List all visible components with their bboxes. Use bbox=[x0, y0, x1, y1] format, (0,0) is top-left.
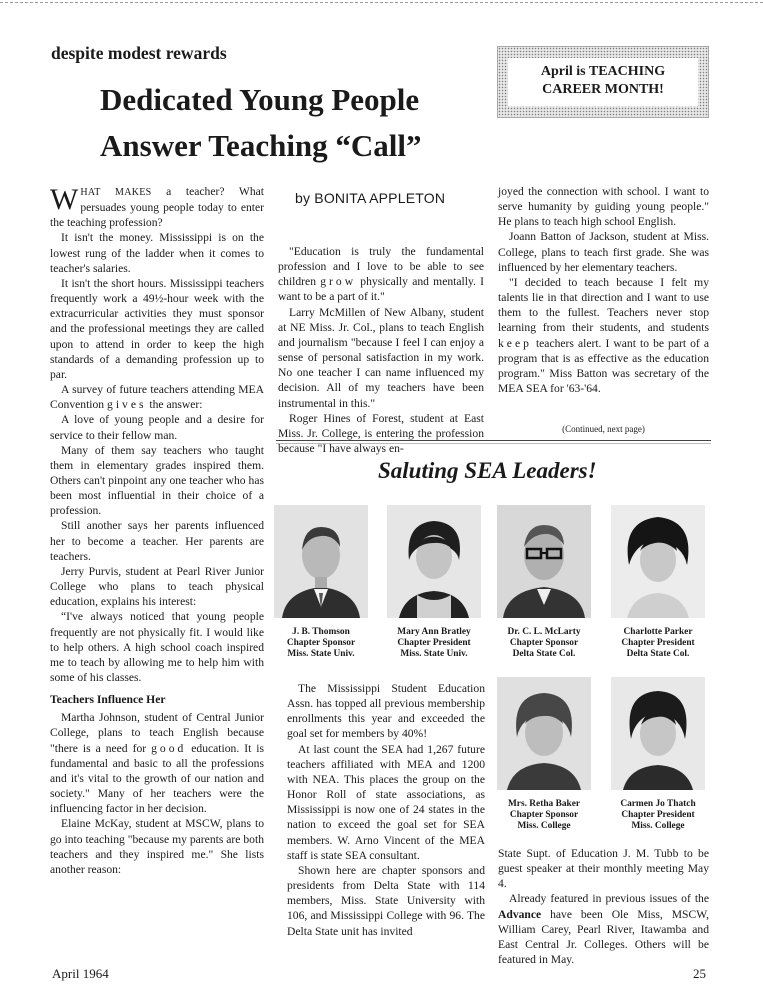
boxout-line-1: April is TEACHING bbox=[540, 64, 666, 79]
paragraph: Elaine McKay, student at MSCW, plans to go into teaching "because my parents are both teachers and they inspired me." She lists another reason: bbox=[50, 817, 264, 876]
paragraph bbox=[50, 382, 264, 412]
caption-role: Chapter Sponsor bbox=[509, 638, 579, 648]
section-divider bbox=[276, 440, 711, 441]
caption-role: Chapter President bbox=[621, 638, 695, 648]
caption-school: Miss. State Univ. bbox=[287, 649, 355, 659]
paragraph bbox=[498, 275, 709, 396]
caption-name: Charlotte Parker bbox=[623, 627, 693, 637]
portrait-woman-icon bbox=[497, 677, 591, 790]
caption-school: Miss. College bbox=[517, 821, 571, 831]
paragraph bbox=[50, 184, 264, 230]
portrait-photo bbox=[611, 505, 705, 618]
paragraph: State Supt. of Education J. M. Tubb to be guest speaker at their monthly meeting May 4. bbox=[498, 847, 709, 891]
caption-name: Mrs. Retha Baker bbox=[507, 799, 581, 809]
text: keep bbox=[498, 336, 532, 350]
publication-name: Advance bbox=[498, 907, 542, 921]
paragraph: At last count the SEA had 1,267 future teachers affiliated with MEA and 1200 with NEA. This places the group on the Honor Roll of state associations, as Mississippi is now one of 24 states in the nation to exceed the goal set for SEA members. W. Arno Vincent of the MEA staff is state SEA consultant. bbox=[287, 742, 485, 862]
caption-role: Chapter President bbox=[397, 638, 471, 648]
portrait-photo bbox=[274, 505, 368, 618]
caption-role: Chapter President bbox=[621, 810, 695, 820]
caption-role: Chapter Sponsor bbox=[286, 638, 356, 648]
paragraph: A love of young people and a desire for service to their fellow man. bbox=[50, 413, 264, 442]
text: have been Ole Miss, MSCW, William Carey, Pearl River, Itawamba and East Central Jr. Colleges. Others will be featured in May. bbox=[498, 907, 709, 967]
paragraph: Larry McMillen of New Albany, student at NE Miss. Jr. Col., plans to teach English and journalism "because I feel I can enjoy a sense of personal satisfaction in my work. No one teacher I can name influenced my decision. All of my teachers have been instrumental in this." bbox=[278, 305, 484, 410]
continued-note: (Continued, next page) bbox=[562, 424, 645, 434]
caption-name: Mary Ann Bratley bbox=[397, 627, 471, 637]
paragraph: It isn't the money. Mississippi is on the lowest rung of the ladder when it comes to teacher's salaries. bbox=[50, 231, 264, 275]
small-caps-lead: HAT MAKES bbox=[80, 187, 152, 198]
text: education. It is fundamental and basic to all the professions and it's vital to the growth of our nation and society." Many of her teachers were the influencing factor in her decision. bbox=[50, 741, 264, 816]
text: Martha Johnson, student of Central Junior College, plans to teach English because "there is a need for bbox=[50, 711, 264, 755]
portrait-woman-icon bbox=[611, 677, 705, 790]
article-column-1 bbox=[50, 184, 264, 877]
portrait-woman-icon bbox=[387, 505, 481, 618]
paragraph: Roger Hines of Forest, student at East Miss. Jr. College, is entering the profession because "I have always en- bbox=[278, 411, 484, 456]
text: physically and mentally. I want to be a part of it." bbox=[278, 275, 484, 304]
caption-school: Delta State Col. bbox=[512, 649, 576, 659]
portrait-photo bbox=[387, 505, 481, 618]
paragraph bbox=[498, 891, 709, 967]
photo-caption bbox=[487, 627, 601, 660]
text: a teacher? What persuades young people today to enter the teaching profession? bbox=[50, 185, 264, 230]
photo-caption bbox=[377, 627, 491, 660]
text: gives bbox=[107, 398, 147, 412]
subhead: Teachers Influence Her bbox=[50, 693, 166, 707]
caption-name: J. B. Thomson bbox=[292, 627, 350, 637]
paragraph: Jerry Purvis, student at Pearl River Junior College who plans to teach physical education, explains his interest: bbox=[50, 564, 264, 609]
byline: by BONITA APPLETON bbox=[295, 190, 446, 206]
photo-caption bbox=[264, 627, 378, 660]
paragraph bbox=[278, 244, 484, 305]
paragraph: “I've always noticed that young people frequently are not physically fit. I would like to help others. A high school coach inspired me to teach by allowing me to help him with some of his classes. bbox=[50, 610, 264, 684]
section-divider-secondary bbox=[276, 443, 711, 444]
boxout-text bbox=[508, 58, 698, 106]
page-number: 25 bbox=[693, 966, 706, 981]
section-title: Saluting SEA Leaders! bbox=[378, 458, 597, 483]
caption-role: Chapter Sponsor bbox=[509, 810, 579, 820]
paragraph: Many of them say teachers who taught them in elementary grades inspired them. Others can't pinpoint any one teacher who has been most influential in their choice of a profession. bbox=[50, 443, 264, 518]
sea-article-column-1 bbox=[287, 681, 485, 939]
article-column-2 bbox=[278, 244, 484, 456]
headline-line-2: Answer Teaching “Call” bbox=[100, 128, 422, 163]
portrait-photo bbox=[497, 677, 591, 790]
boxout-line-2: CAREER MONTH! bbox=[542, 82, 664, 97]
teaching-career-month-box bbox=[497, 46, 709, 118]
paragraph: Still another says her parents influenced her to become a teacher. Her parents are teachers. bbox=[50, 519, 264, 563]
portrait-man-icon bbox=[274, 505, 368, 618]
photo-caption bbox=[601, 799, 715, 832]
caption-name: Dr. C. L. McLarty bbox=[507, 627, 581, 637]
sea-article-column-2 bbox=[498, 846, 709, 967]
portrait-photo bbox=[611, 677, 705, 790]
paragraph: The Mississippi Student Education Assn. has topped all previous membership enrollments this year and exceeded the goal set for members by 40%! bbox=[287, 682, 485, 741]
paragraph: joyed the connection with school. I want to serve humanity by guiding young people." He plans to teach high school English. bbox=[498, 185, 709, 229]
portrait-woman-icon bbox=[611, 505, 705, 618]
caption-school: Delta State Col. bbox=[626, 649, 690, 659]
portrait-man-glasses-icon bbox=[497, 505, 591, 618]
article-column-3 bbox=[498, 184, 709, 396]
paragraph bbox=[50, 710, 264, 816]
kicker: despite modest rewards bbox=[51, 43, 227, 63]
photo-caption bbox=[601, 627, 715, 660]
footer-date: April 1964 bbox=[52, 966, 109, 981]
headline-line-1: Dedicated Young People bbox=[100, 82, 420, 117]
text: teachers alert. I want to be part of a program that is as effective as the education program." Miss Batton was secretary of the MEA SEA for '63-'64. bbox=[498, 336, 709, 396]
paragraph: Joann Batton of Jackson, student at Miss. College, plans to teach first grade. She was influenced by her elementary teachers. bbox=[498, 230, 709, 274]
text: the answer: bbox=[146, 398, 203, 412]
top-dashed-rule bbox=[0, 2, 763, 3]
paragraph: Shown here are chapter sponsors and presidents from Delta State with 114 members, Miss. State University with 106, and Mississippi College with 96. The Delta State unit has invited bbox=[287, 863, 485, 938]
text: "Education is truly the fundamental profession and I love to be able to see children bbox=[278, 245, 484, 289]
text: grow bbox=[320, 275, 357, 289]
photo-caption bbox=[487, 799, 601, 832]
portrait-photo bbox=[497, 505, 591, 618]
text: "I decided to teach because I felt my talents lie in that direction and I want to use them to the fullest. Teachers never stop learning from their students, and students bbox=[498, 275, 709, 335]
text: Already featured in previous issues of the bbox=[509, 892, 709, 906]
caption-school: Miss. College bbox=[631, 821, 685, 831]
text: A survey of future teachers attending MEA Convention bbox=[50, 383, 264, 412]
text: good bbox=[151, 741, 187, 755]
caption-school: Miss. State Univ. bbox=[400, 649, 468, 659]
drop-cap: W bbox=[50, 183, 79, 216]
paragraph: It isn't the short hours. Mississippi teachers frequently work a 49½-hour week with the extracurricular activities they must sponsor and the professional meetings they are called upon to attend in order to keep the high standards of a demanding profession up to par. bbox=[50, 276, 264, 381]
caption-name: Carmen Jo Thatch bbox=[620, 799, 696, 809]
